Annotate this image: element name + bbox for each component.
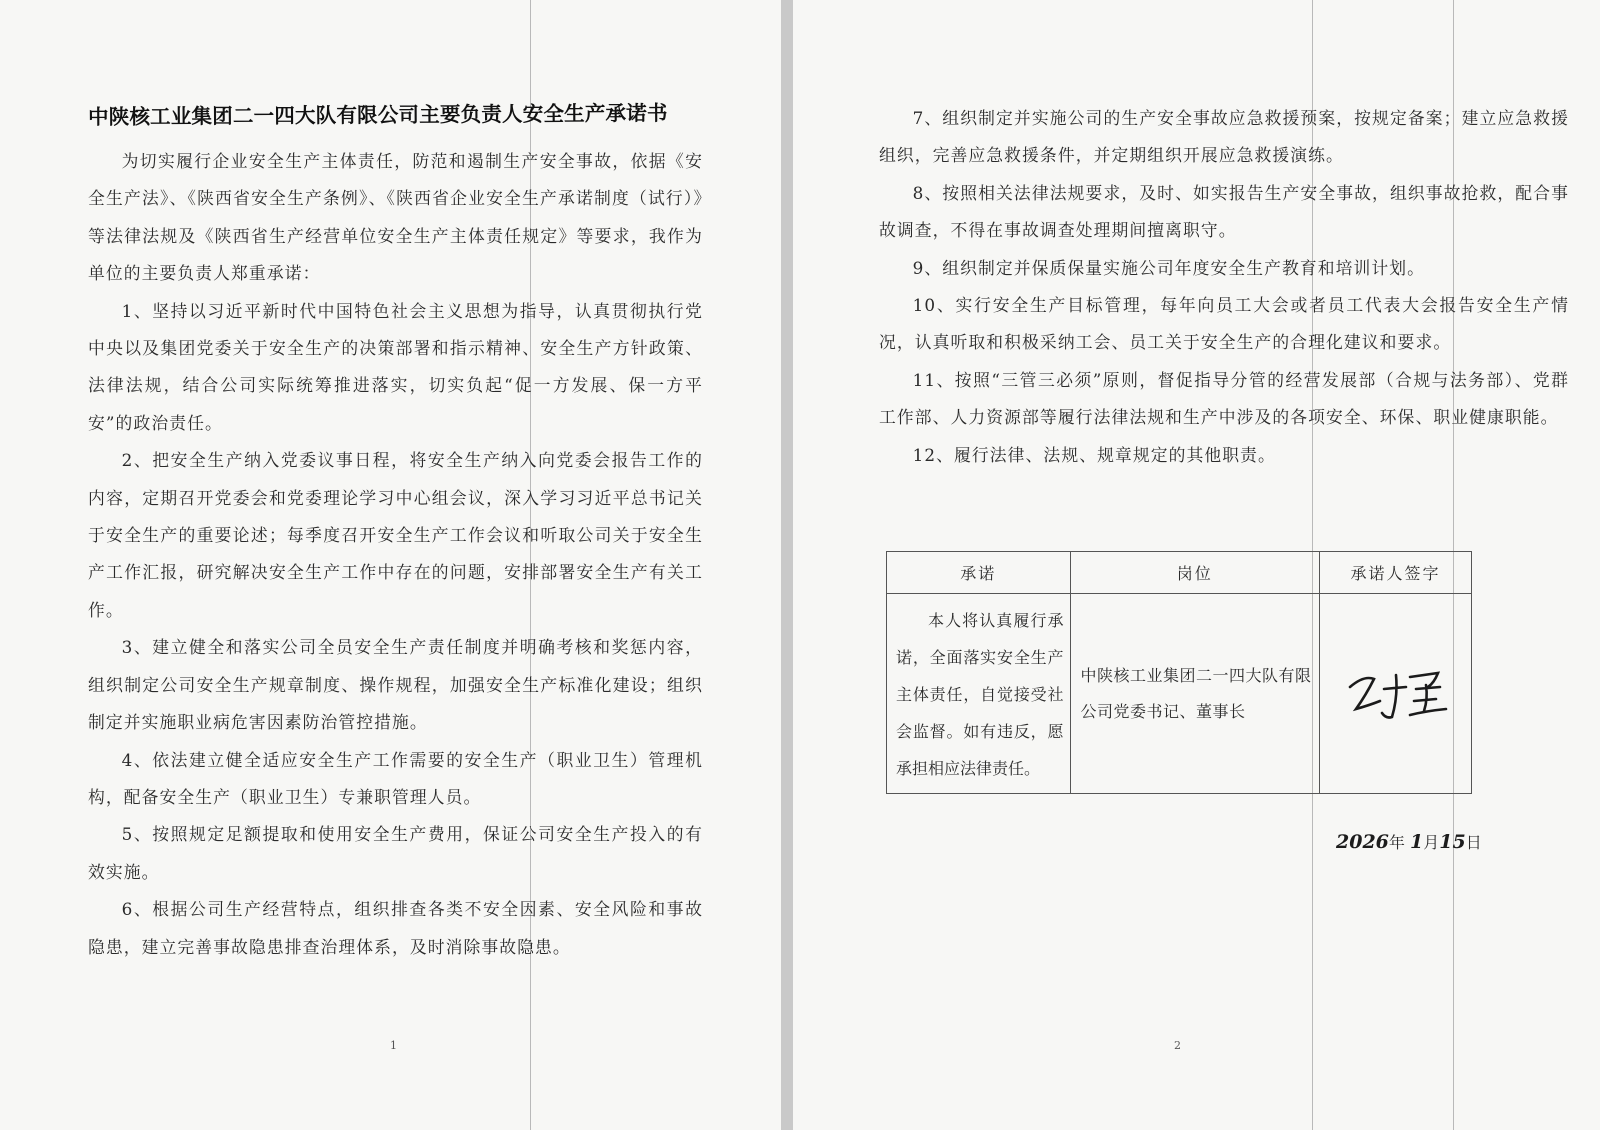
commitment-12: 12、履行法律、法规、规章规定的其他职责。: [912, 444, 1276, 465]
commitment-3: 3、建立健全和落实公司全员安全生产责任制度并明确考核和奖惩内容，组织制定公司安全生产规章制度、操作规程，加强安全生产标准化建设；组织制定并实施职业病危害因素防治管控措施。: [88, 637, 703, 733]
date-year: 2026: [1336, 831, 1389, 853]
document-title: 中陕核工业集团二一四大队有限公司主要负责人安全生产承诺书: [87, 100, 668, 129]
commitment-8: 8、按照相关法律法规要求，及时、如实报告生产安全事故，组织事故抢救，配合事故调查，不得在事故调查处理期间擅离职守。: [879, 182, 1569, 241]
page-number: 2: [1174, 1039, 1181, 1052]
table-header-row: [887, 552, 1472, 594]
commitment-11: 11、按照“三管三必须”原则，督促指导分管的经营发展部（合规与法务部）、党群工作部、人力资源部等履行法律法规和生产中涉及的各项安全、环保、职业健康职能。: [879, 369, 1569, 428]
signing-date: [1336, 830, 1482, 853]
document-page-2: [793, 0, 1600, 1130]
table-header: 承诺人签字: [1320, 552, 1472, 594]
date-month: 1: [1410, 831, 1424, 853]
pledge-cell: [887, 594, 1071, 794]
position-cell: [1070, 594, 1320, 794]
date-month-unit: 月: [1423, 833, 1440, 852]
commitment-6: 6、根据公司生产经营特点，组织排查各类不安全因素、安全风险和事故隐患，建立完善事故隐患排查治理体系，及时消除事故隐患。: [88, 899, 703, 957]
handwritten-signature: [1336, 647, 1456, 737]
commitment-10: 10、实行安全生产目标管理，每年向员工大会或者员工代表大会报告安全生产情况，认真听取和积极采纳工会、员工关于安全生产的合理化建议和要求。: [879, 295, 1569, 353]
commitment-5: 5、按照规定足额提取和使用安全生产费用，保证公司安全生产投入的有效实施。: [88, 824, 703, 882]
commitment-2: 2、把安全生产纳入党委议事日程，将安全生产纳入向党委会报告工作的内容，定期召开党委会和党委理论学习中心组会议，深入学习习近平总书记关于安全生产的重要论述；每季度召开安全生产工作会议和听取公司关于安全生产工作汇报，研究解决安全生产工作中存在的问题，安排部署安全生产有关工作。: [88, 450, 703, 620]
intro-paragraph: 为切实履行企业安全生产主体责任，防范和遏制生产安全事故，依据《安全生产法》、《陕西省安全生产条例》、《陕西省企业安全生产承诺制度（试行）》等法律法规及《陕西省生产经营单位安全生产主体责任规定》等要求，我作为单位的主要负责人郑重承诺：: [88, 151, 703, 284]
page2-body: [879, 100, 1569, 474]
commitment-9: 9、组织制定并保质保量实施公司年度安全生产教育和培训计划。: [912, 257, 1426, 278]
date-year-unit: 年: [1388, 833, 1405, 852]
document-page-1: [0, 0, 781, 1130]
date-day: 15: [1439, 831, 1466, 853]
table-row: [887, 594, 1472, 794]
table-header: 承诺: [887, 552, 1071, 594]
page-number: 1: [390, 1039, 397, 1052]
page1-body: [88, 143, 703, 966]
pledge-text: 本人将认真履行承诺，全面落实安全生产主体责任，自觉接受社会监督。如有违反，愿承担相应法律责任。: [896, 611, 1064, 778]
commitment-table: [886, 551, 1472, 794]
date-day-unit: 日: [1465, 833, 1482, 852]
commitment-4: 4、依法建立健全适应安全生产工作需要的安全生产（职业卫生）管理机构，配备安全生产（职业卫生）专兼职管理人员。: [88, 749, 703, 807]
signature-cell: [1320, 594, 1472, 794]
position-text: 中陕核工业集团二一四大队有限公司党委书记、董事长: [1080, 665, 1312, 721]
commitment-7: 7、组织制定并实施公司的生产安全事故应急救援预案，按规定备案；建立应急救援组织，完善应急救援条件，并定期组织开展应急救援演练。: [879, 108, 1569, 166]
commitment-1: 1、坚持以习近平新时代中国特色社会主义思想为指导，认真贯彻执行党中央以及集团党委关于安全生产的决策部署和指示精神、安全生产方针政策、法律法规，结合公司实际统筹推进落实，切实负起“促一方发展、保一方平安”的政治责任。: [88, 300, 703, 433]
table-header: 岗位: [1070, 552, 1320, 594]
